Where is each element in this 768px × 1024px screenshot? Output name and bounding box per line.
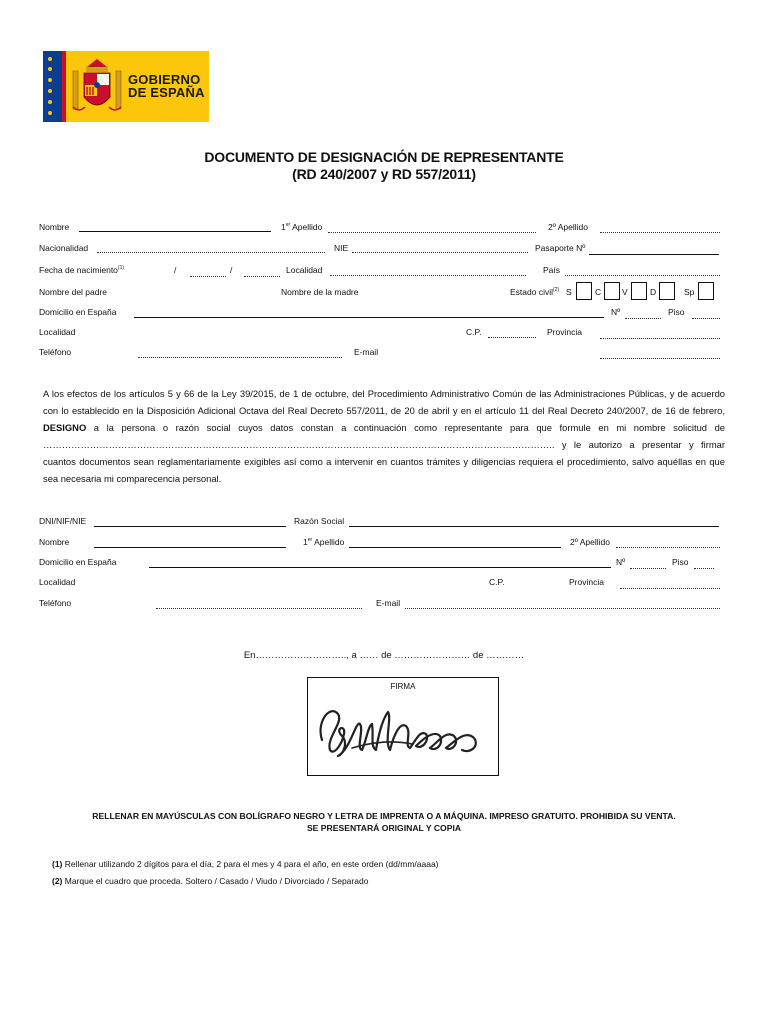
apellido2-label: 2º Apellido: [548, 222, 588, 232]
email-label: E-mail: [354, 347, 379, 357]
piso-label: Piso: [668, 307, 685, 317]
apellido1-field[interactable]: [328, 232, 536, 233]
signature-box[interactable]: [307, 677, 499, 776]
apellido2-field[interactable]: [600, 232, 720, 233]
domicilio-field[interactable]: [134, 317, 604, 318]
rep-apellido2-field[interactable]: [616, 547, 720, 548]
gobierno-espana-logo: [43, 51, 209, 122]
rep-telefono-label: Teléfono: [39, 598, 72, 608]
civil-checkbox-casado[interactable]: [604, 282, 620, 300]
fecha-mes-field[interactable]: [190, 276, 226, 277]
rep-razon-social-field[interactable]: [349, 526, 719, 527]
rep-apellido1-label: 1er Apellido: [303, 537, 345, 547]
nombre-field[interactable]: [79, 231, 271, 232]
rep-cp-label: C.P.: [489, 577, 505, 587]
rep-telefono-field[interactable]: [156, 608, 362, 609]
estado-civil-label: Estado civil$^{(2)}$: [510, 287, 560, 297]
rep-provincia-label: Provincia: [569, 577, 604, 587]
civil-checkbox-soltero[interactable]: [576, 282, 592, 300]
rep-numero-field[interactable]: [630, 568, 666, 569]
telefono-label: Teléfono: [39, 347, 72, 357]
nie-label: NIE: [334, 243, 349, 253]
nombre-label: Nombre: [39, 222, 70, 232]
rep-nombre-label: Nombre: [39, 537, 70, 547]
rep-apellido1-field[interactable]: [349, 547, 561, 548]
piso-field[interactable]: [692, 318, 720, 319]
footnote-1: (1) Rellenar utilizando 2 dígitos para el día, 2 para el mes y 4 para el año, en este orden (dd/mm/aaaa): [52, 859, 439, 869]
apellido1-label: 1er Apellido: [281, 222, 323, 232]
telefono-field[interactable]: [138, 357, 342, 358]
date-slash-1: /: [174, 265, 177, 275]
pais-label: País: [543, 265, 561, 275]
rep-domicilio-field[interactable]: [149, 567, 611, 568]
rep-localidad-label: Localidad: [39, 577, 76, 587]
firma-label: FIRMA: [390, 682, 416, 691]
instructions-line2: SE PRESENTARÁ ORIGINAL Y COPIA: [306, 823, 462, 833]
footnote-2: (2) Marque el cuadro que proceda. Soltero / Casado / Viudo / Divorciado / Separado: [52, 876, 369, 886]
civil-option-v-label: V: [622, 287, 628, 297]
nacionalidad-label: Nacionalidad: [39, 243, 89, 253]
numero-label: Nº: [611, 307, 621, 317]
document-subtitle: (RD 240/2007 y RD 557/2011): [292, 166, 476, 182]
logo-text-line1: GOBIERNO: [128, 72, 201, 87]
logo-text-line2: DE ESPAÑA: [128, 85, 205, 100]
rep-piso-field[interactable]: [694, 568, 714, 569]
rep-nombre-field[interactable]: [94, 547, 286, 548]
cp-field[interactable]: [488, 337, 536, 338]
nie-field[interactable]: [352, 252, 528, 253]
nombre-padre-label: Nombre del padre: [39, 287, 108, 297]
rep-email-label: E-mail: [376, 598, 401, 608]
civil-option-d-label: D: [650, 287, 657, 297]
civil-option-c-label: C: [595, 287, 602, 297]
rep-provincia-field[interactable]: [620, 588, 720, 589]
domicilio-label: Domicilio en España: [39, 307, 117, 317]
handwritten-signature: [312, 690, 494, 770]
rep-dni-label: DNI/NIF/NIE: [39, 516, 87, 526]
coat-of-arms-icon: [71, 57, 123, 117]
nombre-madre-label: Nombre de la madre: [281, 287, 359, 297]
rep-domicilio-label: Domicilio en España: [39, 557, 117, 567]
numero-field[interactable]: [625, 318, 661, 319]
document-title: DOCUMENTO DE DESIGNACIÓN DE REPRESENTANTE: [204, 149, 564, 165]
place-date-line[interactable]: En……………………….., a …… de …………………… de …………: [243, 650, 525, 661]
localidad-nac-field[interactable]: [330, 275, 526, 276]
civil-checkbox-divorciado[interactable]: [659, 282, 675, 300]
pasaporte-field[interactable]: [589, 254, 719, 255]
civil-checkbox-viudo[interactable]: [631, 282, 647, 300]
instructions-line1: RELLENAR EN MAYÚSCULAS CON BOLÍGRAFO NEGRO Y LETRA DE IMPRENTA O A MÁQUINA. IMPRESO GRATUITO. PROHIBIDA SU VENTA.: [92, 811, 676, 821]
rep-razon-social-label: Razón Social: [294, 516, 345, 526]
cp-label: C.P.: [466, 327, 482, 337]
localidad-nac-label: Localidad: [286, 265, 323, 275]
pasaporte-label: Pasaporte Nº: [535, 243, 586, 253]
rep-piso-label: Piso: [672, 557, 689, 567]
localidad-label: Localidad: [39, 327, 76, 337]
email-field[interactable]: [600, 358, 720, 359]
pais-field[interactable]: [565, 275, 720, 276]
rep-numero-label: Nº: [616, 557, 626, 567]
rep-dni-field[interactable]: [94, 526, 286, 527]
rep-apellido2-label: 2º Apellido: [570, 537, 610, 547]
rep-email-field[interactable]: [405, 608, 720, 609]
fecha-anio-field[interactable]: [244, 276, 280, 277]
civil-checkbox-separado[interactable]: [698, 282, 714, 300]
civil-option-s-label: S: [566, 287, 572, 297]
provincia-field[interactable]: [600, 338, 720, 339]
fecha-nacimiento-label: Fecha de nacimiento$^{(1)}$: [39, 265, 125, 275]
date-slash-2: /: [230, 265, 233, 275]
nacionalidad-field[interactable]: [97, 252, 325, 253]
civil-option-sp-label: Sp: [684, 287, 695, 297]
authorization-paragraph: A los efectos de los artículos 5 y 66 de la Ley 39/2015, de 1 de octubre, del Procedimiento Administrativo Común de las Administraciones Públicas, y de acuerdo con lo establecido en la Disposición Adicional Octava del Real Decreto 557/2011, de 20 de abril y en el artículo 11 del Real Decreto 240/2007, de 16 de febrero, DESIGNO a la persona o razón social cuyos datos constan a continuación como representante para que formule en mi nombre solicitud de ……………………………………………………………………………………………………………………………………………….. y le autorizo a presentar y firmar cuantos documentos sean reglamentariamente exigibles así como a intervenir en cuantos trámites y diligencias requiera el procedimiento, salvo aquéllas en que sea necesaria mi comparecencia personal.: [43, 388, 725, 484]
provincia-label: Provincia: [547, 327, 582, 337]
